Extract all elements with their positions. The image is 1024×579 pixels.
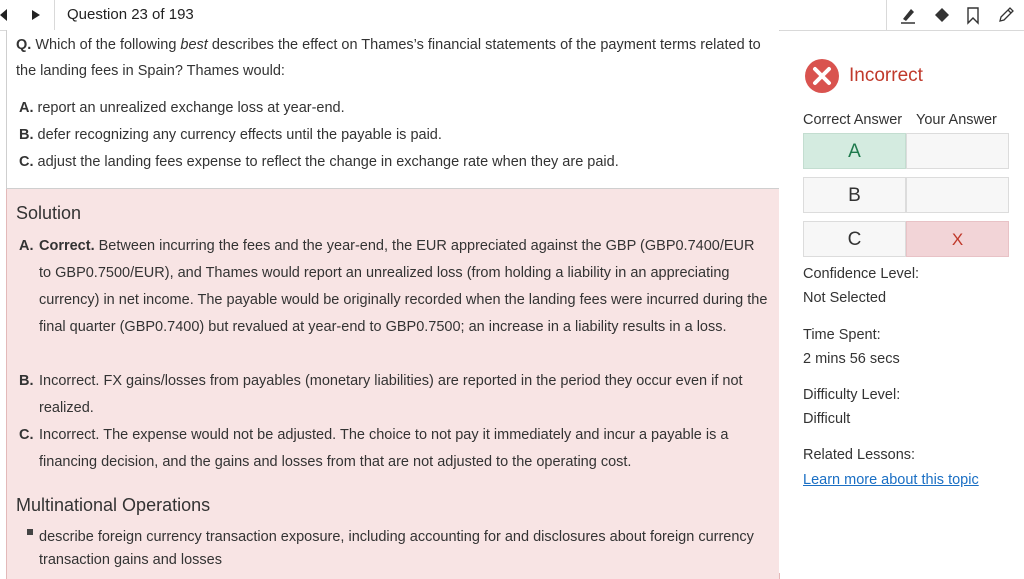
solution-title: Solution — [16, 203, 82, 223]
option-a — [19, 100, 345, 116]
related-lesson-link[interactable]: Learn more about this topic — [803, 472, 979, 488]
your-answer-cell — [906, 177, 1009, 213]
option-letter: B. — [19, 127, 34, 143]
explanation-verdict: Incorrect. — [39, 373, 100, 389]
explanation-letter: A. — [19, 238, 34, 254]
question-prefix: Q. — [16, 37, 32, 53]
toolbar-divider — [54, 0, 55, 30]
incorrect-icon — [804, 58, 840, 94]
answer-cell: B — [803, 177, 906, 213]
confidence-label: Confidence Level: — [803, 266, 920, 282]
solution-panel — [6, 189, 780, 579]
result-panel — [779, 31, 1024, 573]
option-text: adjust the landing fees expense to reflect the change in exchange rate when they are paid. — [33, 154, 619, 170]
question-text — [16, 32, 776, 84]
difficulty-label: Difficulty Level: — [803, 387, 901, 403]
difficulty-value: Difficult — [803, 411, 851, 427]
result-status: Incorrect — [849, 65, 923, 86]
question-panel — [6, 30, 780, 189]
explanation-text: FX gains/losses from payables (monetary liabilities) are reported in the period they occur even if not realized. — [39, 373, 743, 416]
correct-answer-header: Correct Answer — [803, 112, 903, 128]
nav-next-icon[interactable] — [29, 8, 43, 22]
explanation-text: Between incurring the fees and the year-end, the EUR appreciated against the GBP (GBP0.7400/EUR to GBP0.7500/EUR), and Thames would report an unrealized loss (from holding a liability in an appreciating currency) in net income. The payable would be originally recorded when the landing fees were incurred during the final quarter (GBP0.7400) but revalued at year-end to GBP0.7500; an increase in a liability results in a loss. — [39, 238, 768, 335]
explanation-letter: C. — [19, 427, 34, 443]
question-text-part: describes the effect on Thames’s financial statements of the payment terms related to the landing fees in Spain? Thames would: — [16, 37, 761, 79]
explanation-letter: B. — [19, 373, 34, 389]
explanation-verdict: Correct. — [39, 238, 95, 254]
eraser-icon[interactable] — [931, 4, 953, 26]
time-value: 2 mins 56 secs — [803, 351, 900, 367]
explanation-a — [19, 233, 769, 341]
related-lessons-label: Related Lessons: — [803, 447, 916, 463]
option-b — [19, 127, 442, 143]
question-text-part: Which of the following — [31, 37, 181, 53]
toolbar-divider — [886, 0, 887, 30]
top-toolbar — [0, 0, 1024, 31]
time-label: Time Spent: — [803, 327, 881, 343]
option-letter: A. — [19, 100, 34, 116]
bookmark-icon[interactable] — [962, 4, 984, 26]
option-text: report an unrealized exchange loss at year-end. — [33, 100, 345, 116]
explanation-verdict: Incorrect. — [39, 427, 100, 443]
answer-cell: C — [803, 221, 906, 257]
nav-prev-icon[interactable] — [0, 7, 8, 23]
correct-answer-cell: A — [803, 133, 906, 169]
explanation-b — [19, 368, 769, 422]
confidence-value: Not Selected — [803, 290, 887, 306]
your-answer-header: Your Answer — [916, 112, 997, 128]
question-counter: Question 23 of 193 — [67, 6, 194, 23]
option-text: defer recognizing any currency effects until the payable is paid. — [33, 127, 442, 143]
your-answer-cell — [906, 133, 1009, 169]
your-answer-cell-wrong: X — [906, 221, 1009, 257]
section-title: Multinational Operations — [16, 495, 211, 515]
option-letter: C. — [19, 154, 34, 170]
explanation-text: The expense would not be adjusted. The choice to not pay it immediately and incur a payable is a financing decision, and the gains and losses from that are not adjusted to the operating cost. — [39, 427, 729, 470]
option-c — [19, 154, 619, 170]
highlighter-icon[interactable] — [897, 4, 919, 26]
pencil-icon[interactable] — [995, 4, 1017, 26]
question-emphasis: best — [180, 37, 208, 53]
explanation-c — [19, 422, 769, 476]
learning-outcome: describe foreign currency transaction exposure, including accounting for and disclosures about foreign currency transaction gains and losses — [39, 529, 754, 568]
bullet-marker — [27, 529, 33, 535]
